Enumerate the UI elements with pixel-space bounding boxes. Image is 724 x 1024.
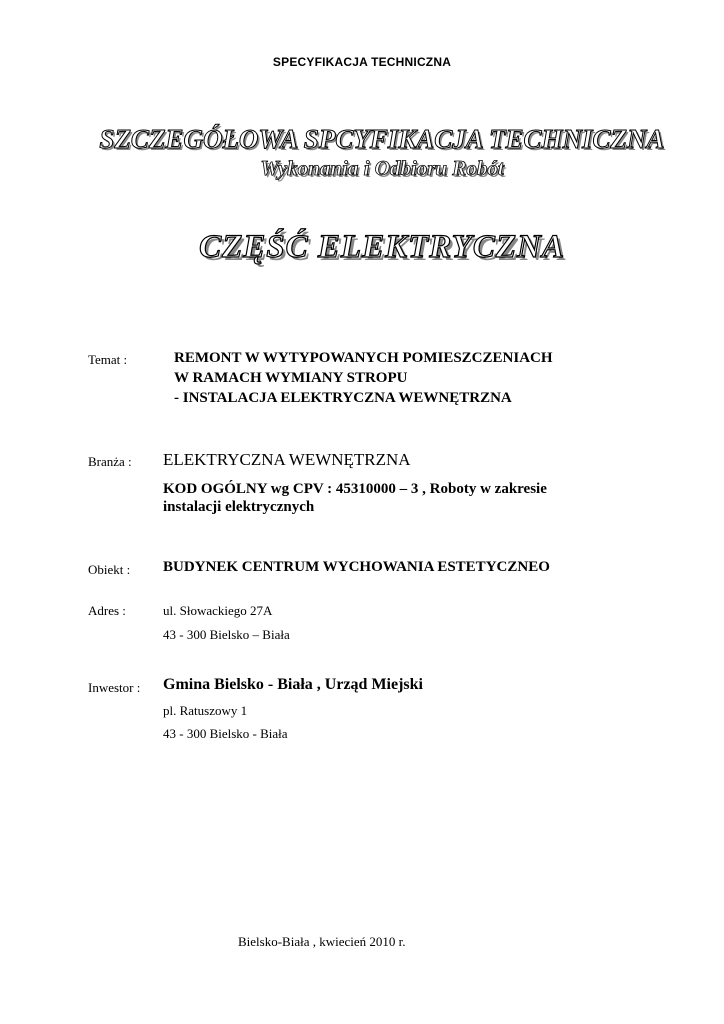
- inwestor-value: Gmina Bielsko - Biała , Urząd Miejski: [163, 676, 423, 693]
- branza-label: Branża :: [88, 454, 132, 469]
- obiekt-label: Obiekt :: [88, 562, 131, 577]
- place-and-date: Bielsko-Biała , kwiecień 2010 r.: [238, 934, 406, 949]
- adres-label: Adres :: [88, 603, 126, 618]
- section-title: CZĘŚĆ ELEKTRYCZNA: [199, 229, 565, 265]
- branza-value: ELEKTRYCZNA WEWNĘTRZNA: [163, 450, 411, 469]
- cpv-code-line-1: KOD OGÓLNY wg CPV : 45310000 – 3 , Roboty w zakresie: [163, 481, 547, 497]
- adres-line-1: ul. Słowackiego 27A: [163, 603, 273, 618]
- document-title: SZCZEGÓŁOWA SPCYFIKACJA TECHNICZNA: [99, 124, 665, 154]
- temat-line-1: REMONT W WYTYPOWANYCH POMIESZCZENIACH: [174, 350, 553, 366]
- cpv-code-line-2: instalacji elektrycznych: [163, 499, 315, 515]
- adres-line-2: 43 - 300 Bielsko – Biała: [163, 627, 290, 642]
- inwestor-label: Inwestor :: [88, 680, 141, 695]
- temat-label: Temat :: [88, 352, 128, 367]
- page-header: SPECYFIKACJA TECHNICZNA: [272, 55, 452, 69]
- obiekt-value: BUDYNEK CENTRUM WYCHOWANIA ESTETYCZNEO: [163, 559, 550, 575]
- document-subtitle: Wykonania i Odbioru Robót: [260, 156, 504, 180]
- inwestor-line-2: 43 - 300 Bielsko - Biała: [163, 726, 288, 741]
- temat-line-2: W RAMACH WYMIANY STROPU: [174, 370, 408, 386]
- temat-line-3: - INSTALACJA ELEKTRYCZNA WEWNĘTRZNA: [174, 390, 512, 406]
- inwestor-line-1: pl. Ratuszowy 1: [163, 703, 248, 718]
